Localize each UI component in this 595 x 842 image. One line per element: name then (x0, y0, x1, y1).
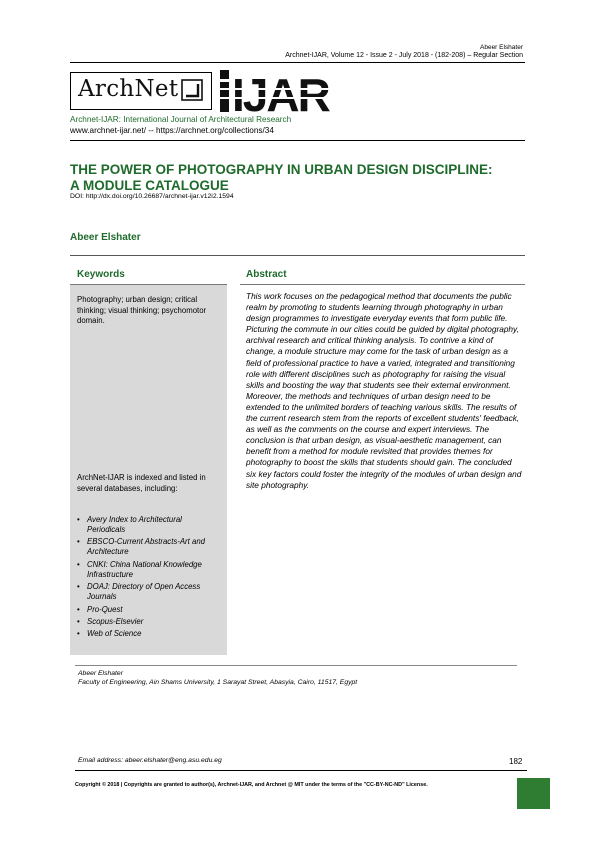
header-rule (70, 62, 525, 63)
article-title-line1: THE POWER OF PHOTOGRAPHY IN URBAN DESIGN DISCIPLINE: (70, 162, 493, 177)
indexing-intro: ArchNet-IJAR is indexed and listed in several databases, including: (77, 473, 206, 493)
running-header-issue: Archnet-IJAR, Volume 12 - Issue 2 - July 2018 - (182-208) – Regular Section (285, 52, 523, 59)
copyright-notice: Copyright © 2018 | Copyrights are granted to author(s), Archnet-IJAR, and Archnet @ MIT under the terms of the "CC-BY-NC-ND" License. (75, 782, 428, 788)
archnet-mark-icon (181, 79, 203, 101)
affiliation-name: Abeer Elshater (78, 670, 123, 677)
license-badge (517, 778, 550, 809)
ijar-logo (214, 68, 368, 114)
database-list (77, 515, 222, 642)
keywords-heading: Keywords (77, 269, 125, 280)
journal-full-name: Archnet-IJAR: International Journal of Architectural Research (70, 115, 292, 124)
database-item: • DOAJ: Directory of Open Access Journals (77, 582, 222, 602)
database-item: • Scopus-Elsevier (77, 617, 222, 627)
database-item: • EBSCO-Current Abstracts-Art and Architecture (77, 537, 222, 557)
journal-urls[interactable]: www.archnet-ijar.net/ -- https://archnet.org/collections/34 (70, 126, 274, 135)
affiliation-rule (75, 665, 517, 666)
archnet-logo-text: ArchNet (78, 76, 179, 102)
ijar-logo-text: IJAR (232, 69, 329, 114)
article-doi[interactable]: DOI: http://dx.doi.org/10.26687/archnet-ijar.v12i2.1594 (70, 193, 234, 200)
abstract-heading: Abstract (246, 269, 287, 280)
article-title (70, 162, 530, 194)
database-item: • Avery Index to Architectural Periodicals (77, 515, 222, 535)
article-title-line2: A MODULE CATALOGUE (70, 178, 229, 193)
running-header-author: Abeer Elshater (480, 44, 523, 51)
database-item: • Web of Science (77, 629, 222, 639)
abstract-text: This work focuses on the pedagogical method that documents the public realm by promoting to students learning through photography in urban design programmes to investigate everyday events that form public life. Picturing the commute in our cities could be guided by digital photography, archival research and critical thinking analysis. To contrive a kind of change, a module structure may come for the task of urban design as a field of professional practice to have a varied, integrated and transitioning role with different disciplines such as photography for raising the visual skills and boosting the way that students see their external environment. Moreover, the methods and techniques of urban design need to be extended to the unlimited borders of teaching various skills. The results of the current research stem from the reports of excellent students' feedback, as well as the comments on the course and expert interviews. The conclusion is that urban design, as visual-aesthetic management, can benefit from a method for module revisited that provides themes for photography to boost the skills that students should gain. The concluded six key factors could foster the integrity of the modules of urban design and site photography. (246, 291, 522, 490)
database-item: • Pro-Quest (77, 605, 222, 615)
journal-rule (70, 140, 525, 141)
author-rule (70, 255, 525, 256)
article-author: Abeer Elshater (70, 232, 141, 243)
database-item: • CNKI: China National Knowledge Infrastructure (77, 560, 222, 580)
page-number: 182 (509, 757, 523, 766)
footer-rule (75, 770, 527, 771)
affiliation-address: Faculty of Engineering, Ain Shams University, 1 Sarayat Street, Abasyia, Cairo, 11517, Egypt (78, 679, 358, 686)
keywords-text: Photography; urban design; critical thinking; visual thinking; psychomotor domain. (77, 295, 207, 325)
abstract-heading-rule (240, 284, 525, 285)
author-email[interactable]: Email address: abeer.elshater@eng.asu.edu.eg (78, 757, 222, 764)
